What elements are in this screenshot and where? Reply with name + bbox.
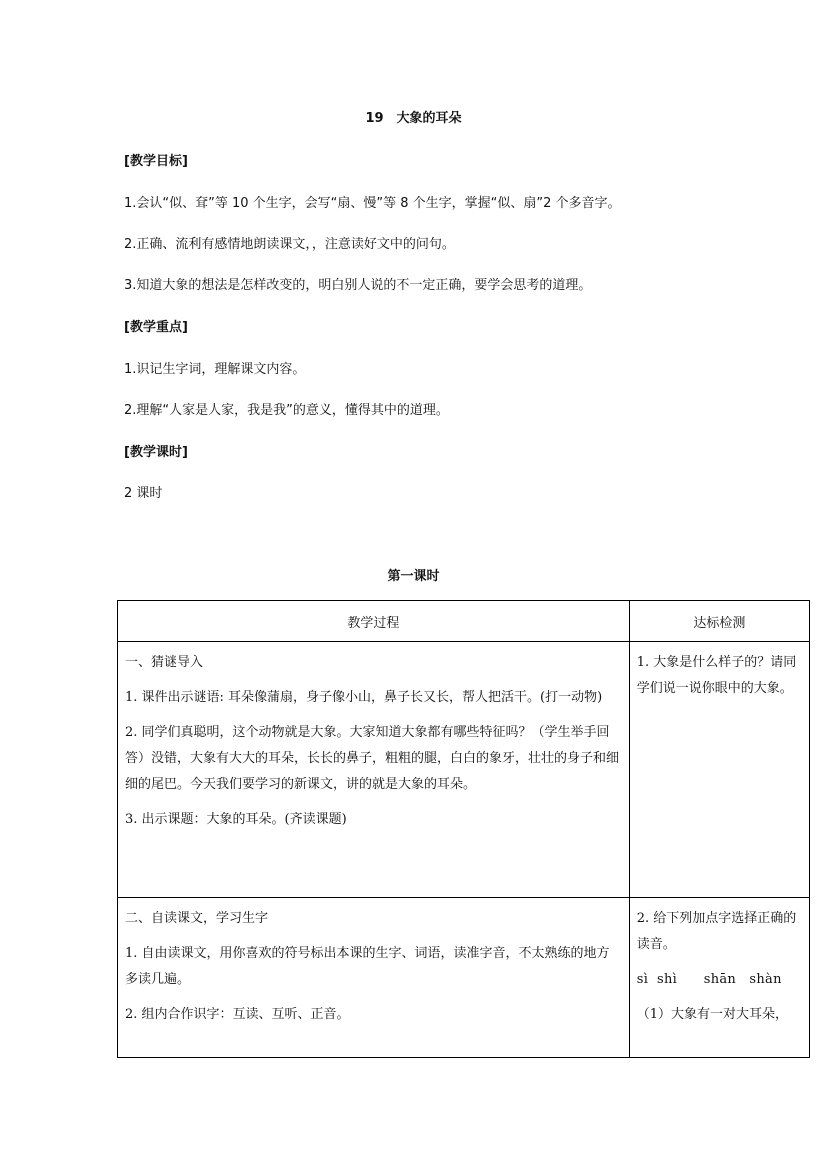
header-check: 达标检测 [629, 601, 809, 642]
document-title: 19 大象的耳朵 [365, 111, 462, 126]
objective-item: 2.正确、流利有感情地朗读课文，，注意读好文中的问句。 [124, 237, 455, 252]
check-question: 1. 大象是什么样子的？请同学们说一说你眼中的大象。 [636, 655, 797, 696]
objective-item: 1.会认“似、耷”等 10 个生字，会写“扇、慢”等 8 个生字，掌握“似、扇”2 个多音字。 [124, 196, 621, 211]
process-step: 3. 出示课题：大象的耳朵。(齐读课题) [125, 812, 347, 827]
check-cell [629, 898, 809, 1058]
pinyin-options: sì shì shān shàn [636, 972, 782, 987]
process-step: 2. 同学们真聪明，这个动物就是大象。大家知道大象都有哪些特征吗？（学生举手回答）没错，大象有大大的耳朵，长长的鼻子，粗粗的腿，白白的象牙，壮壮的身子和细细的尾巴。今天我们要学习的新课文，讲的就是大象的耳朵。 [125, 725, 620, 792]
objectives-heading: [教学目标] [124, 154, 188, 169]
process-step: 1. 课件出示谜语: 耳朵像蒲扇，身子像小山，鼻子长又长，帮人把活干。(打一动物) [125, 690, 603, 705]
check-cell [629, 642, 809, 898]
process-cell [118, 898, 630, 1058]
check-question: （1）大象有一对大耳朵， [636, 1007, 789, 1022]
header-process: 教学过程 [118, 601, 630, 642]
objective-item: 3.知道大象的想法是怎样改变的，明白别人说的不一定正确，要学会思考的道理。 [124, 278, 592, 293]
check-question: 2. 给下列加点字选择正确的读音。 [636, 911, 797, 952]
hours-value: 2 课时 [124, 486, 163, 501]
process-step: 1. 自由读课文，用你喜欢的符号标出本课的生字、词语，读准字音，不太熟练的地方多读几遍。 [125, 946, 610, 987]
keypoint-item: 1.识记生字词，理解课文内容。 [124, 362, 306, 377]
hours-heading: [教学课时] [124, 445, 188, 460]
process-heading: 二、自读课文，学习生字 [125, 911, 269, 926]
table-row [118, 898, 810, 1058]
keypoint-item: 2.理解“人家是人家，我是我”的意义，懂得其中的道理。 [124, 403, 449, 418]
lesson-plan-table [117, 600, 810, 1058]
process-cell [118, 642, 630, 898]
process-heading: 一、猜谜导入 [125, 655, 204, 670]
table-row [118, 642, 810, 898]
table-header-row [118, 601, 810, 642]
keypoints-heading: [教学重点] [124, 320, 188, 335]
lesson-title: 第一课时 [387, 569, 440, 584]
process-step: 2. 组内合作识字：互读、互听、正音。 [125, 1007, 350, 1022]
